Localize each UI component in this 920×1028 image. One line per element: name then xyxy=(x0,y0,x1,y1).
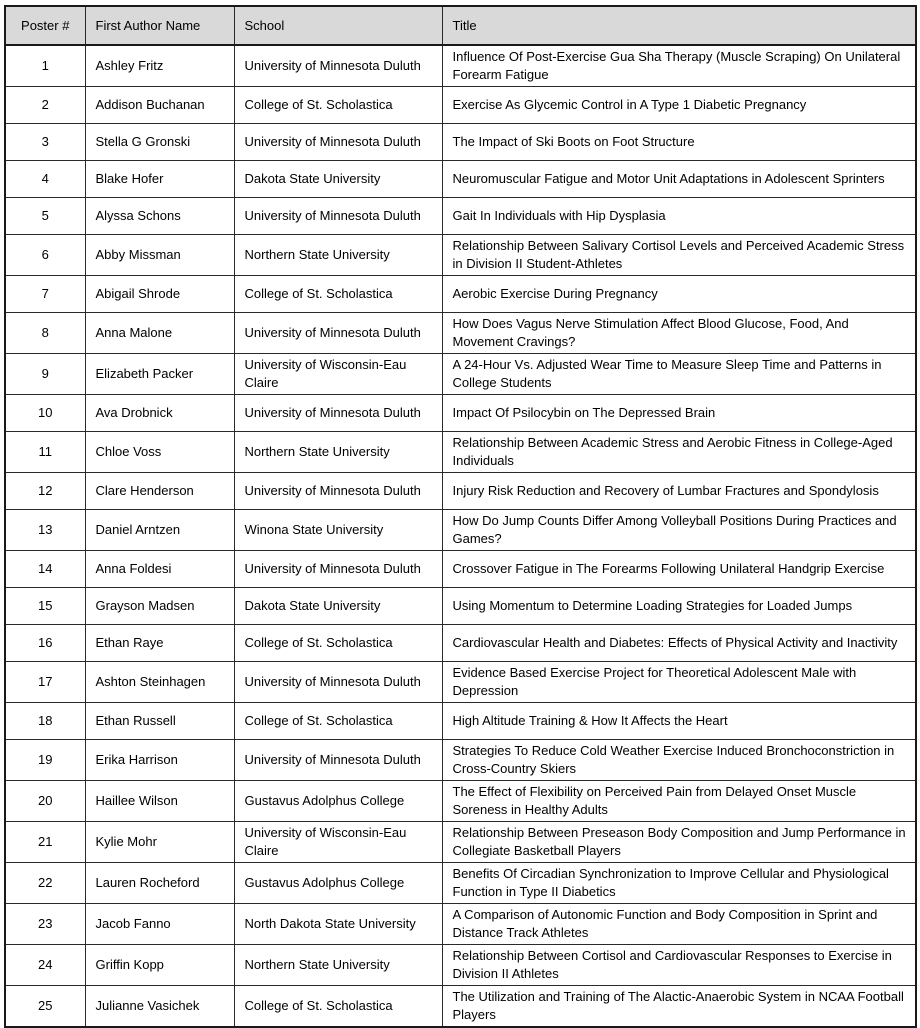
title-cell: The Utilization and Training of The Alactic-Anaerobic System in NCAA Football Players xyxy=(442,986,916,1028)
poster-session-table xyxy=(4,5,917,1028)
school-cell: College of St. Scholastica xyxy=(234,276,442,313)
author-cell: Blake Hofer xyxy=(85,161,234,198)
column-header-poster-number: Poster # xyxy=(5,6,85,45)
author-cell: Ava Drobnick xyxy=(85,395,234,432)
column-header-school: School xyxy=(234,6,442,45)
author-cell: Alyssa Schons xyxy=(85,198,234,235)
school-cell: University of Minnesota Duluth xyxy=(234,662,442,703)
poster-cell: 4 xyxy=(5,161,85,198)
table-header-row xyxy=(5,6,916,45)
author-cell: Kylie Mohr xyxy=(85,822,234,863)
table-row xyxy=(5,395,916,432)
table-row xyxy=(5,662,916,703)
title-cell: Gait In Individuals with Hip Dysplasia xyxy=(442,198,916,235)
table-row xyxy=(5,45,916,87)
title-cell: A 24-Hour Vs. Adjusted Wear Time to Measure Sleep Time and Patterns in College Students xyxy=(442,354,916,395)
school-cell: University of Wisconsin-Eau Claire xyxy=(234,822,442,863)
poster-cell: 10 xyxy=(5,395,85,432)
school-cell: University of Minnesota Duluth xyxy=(234,313,442,354)
table-row xyxy=(5,313,916,354)
table-row xyxy=(5,432,916,473)
school-cell: North Dakota State University xyxy=(234,904,442,945)
author-cell: Griffin Kopp xyxy=(85,945,234,986)
title-cell: Evidence Based Exercise Project for Theoretical Adolescent Male with Depression xyxy=(442,662,916,703)
table-row xyxy=(5,945,916,986)
poster-cell: 23 xyxy=(5,904,85,945)
table-row xyxy=(5,863,916,904)
school-cell: Northern State University xyxy=(234,235,442,276)
school-cell: University of Minnesota Duluth xyxy=(234,551,442,588)
poster-cell: 1 xyxy=(5,45,85,87)
poster-cell: 21 xyxy=(5,822,85,863)
poster-cell: 3 xyxy=(5,124,85,161)
school-cell: Northern State University xyxy=(234,432,442,473)
title-cell: Using Momentum to Determine Loading Strategies for Loaded Jumps xyxy=(442,588,916,625)
poster-cell: 13 xyxy=(5,510,85,551)
poster-cell: 25 xyxy=(5,986,85,1028)
school-cell: University of Minnesota Duluth xyxy=(234,198,442,235)
author-cell: Ashton Steinhagen xyxy=(85,662,234,703)
title-cell: Injury Risk Reduction and Recovery of Lumbar Fractures and Spondylosis xyxy=(442,473,916,510)
poster-cell: 24 xyxy=(5,945,85,986)
author-cell: Erika Harrison xyxy=(85,740,234,781)
author-cell: Abby Missman xyxy=(85,235,234,276)
title-cell: The Impact of Ski Boots on Foot Structure xyxy=(442,124,916,161)
school-cell: College of St. Scholastica xyxy=(234,703,442,740)
table-row xyxy=(5,473,916,510)
title-cell: Crossover Fatigue in The Forearms Following Unilateral Handgrip Exercise xyxy=(442,551,916,588)
title-cell: Relationship Between Academic Stress and Aerobic Fitness in College-Aged Individuals xyxy=(442,432,916,473)
title-cell: Exercise As Glycemic Control in A Type 1 Diabetic Pregnancy xyxy=(442,87,916,124)
table-row xyxy=(5,87,916,124)
school-cell: Dakota State University xyxy=(234,161,442,198)
table-row xyxy=(5,276,916,313)
school-cell: Gustavus Adolphus College xyxy=(234,781,442,822)
school-cell: University of Wisconsin-Eau Claire xyxy=(234,354,442,395)
table-row xyxy=(5,198,916,235)
author-cell: Lauren Rocheford xyxy=(85,863,234,904)
poster-cell: 5 xyxy=(5,198,85,235)
table-row xyxy=(5,740,916,781)
poster-cell: 12 xyxy=(5,473,85,510)
title-cell: Strategies To Reduce Cold Weather Exercise Induced Bronchoconstriction in Cross-Country Skiers xyxy=(442,740,916,781)
author-cell: Abigail Shrode xyxy=(85,276,234,313)
school-cell: University of Minnesota Duluth xyxy=(234,124,442,161)
title-cell: How Does Vagus Nerve Stimulation Affect Blood Glucose, Food, And Movement Cravings? xyxy=(442,313,916,354)
author-cell: Anna Malone xyxy=(85,313,234,354)
author-cell: Elizabeth Packer xyxy=(85,354,234,395)
school-cell: College of St. Scholastica xyxy=(234,87,442,124)
title-cell: Relationship Between Cortisol and Cardiovascular Responses to Exercise in Division II Athletes xyxy=(442,945,916,986)
title-cell: A Comparison of Autonomic Function and Body Composition in Sprint and Distance Track Athletes xyxy=(442,904,916,945)
author-cell: Chloe Voss xyxy=(85,432,234,473)
title-cell: How Do Jump Counts Differ Among Volleyball Positions During Practices and Games? xyxy=(442,510,916,551)
author-cell: Ethan Russell xyxy=(85,703,234,740)
table-row xyxy=(5,235,916,276)
table-row xyxy=(5,986,916,1028)
school-cell: University of Minnesota Duluth xyxy=(234,473,442,510)
poster-cell: 17 xyxy=(5,662,85,703)
poster-cell: 14 xyxy=(5,551,85,588)
school-cell: Northern State University xyxy=(234,945,442,986)
title-cell: Influence Of Post-Exercise Gua Sha Therapy (Muscle Scraping) On Unilateral Forearm Fatigue xyxy=(442,45,916,87)
poster-cell: 9 xyxy=(5,354,85,395)
title-cell: The Effect of Flexibility on Perceived Pain from Delayed Onset Muscle Soreness in Healthy Adults xyxy=(442,781,916,822)
poster-cell: 19 xyxy=(5,740,85,781)
table-row xyxy=(5,588,916,625)
author-cell: Jacob Fanno xyxy=(85,904,234,945)
poster-cell: 15 xyxy=(5,588,85,625)
poster-cell: 6 xyxy=(5,235,85,276)
school-cell: University of Minnesota Duluth xyxy=(234,45,442,87)
author-cell: Ethan Raye xyxy=(85,625,234,662)
title-cell: Cardiovascular Health and Diabetes: Effects of Physical Activity and Inactivity xyxy=(442,625,916,662)
title-cell: Relationship Between Salivary Cortisol Levels and Perceived Academic Stress in Division II Student-Athletes xyxy=(442,235,916,276)
table-row xyxy=(5,510,916,551)
poster-cell: 8 xyxy=(5,313,85,354)
author-cell: Haillee Wilson xyxy=(85,781,234,822)
author-cell: Daniel Arntzen xyxy=(85,510,234,551)
table-row xyxy=(5,781,916,822)
table-row xyxy=(5,161,916,198)
poster-cell: 18 xyxy=(5,703,85,740)
title-cell: High Altitude Training & How It Affects the Heart xyxy=(442,703,916,740)
school-cell: University of Minnesota Duluth xyxy=(234,740,442,781)
school-cell: College of St. Scholastica xyxy=(234,986,442,1028)
poster-cell: 2 xyxy=(5,87,85,124)
table-row xyxy=(5,625,916,662)
school-cell: Dakota State University xyxy=(234,588,442,625)
table-row xyxy=(5,124,916,161)
poster-cell: 20 xyxy=(5,781,85,822)
school-cell: Gustavus Adolphus College xyxy=(234,863,442,904)
author-cell: Stella G Gronski xyxy=(85,124,234,161)
table-body xyxy=(5,45,916,1027)
poster-cell: 16 xyxy=(5,625,85,662)
table-row xyxy=(5,703,916,740)
author-cell: Clare Henderson xyxy=(85,473,234,510)
title-cell: Impact Of Psilocybin on The Depressed Brain xyxy=(442,395,916,432)
table-row xyxy=(5,904,916,945)
poster-cell: 22 xyxy=(5,863,85,904)
school-cell: University of Minnesota Duluth xyxy=(234,395,442,432)
author-cell: Grayson Madsen xyxy=(85,588,234,625)
author-cell: Julianne Vasichek xyxy=(85,986,234,1028)
author-cell: Anna Foldesi xyxy=(85,551,234,588)
column-header-title: Title xyxy=(442,6,916,45)
table-row xyxy=(5,551,916,588)
author-cell: Ashley Fritz xyxy=(85,45,234,87)
author-cell: Addison Buchanan xyxy=(85,87,234,124)
table-row xyxy=(5,354,916,395)
title-cell: Aerobic Exercise During Pregnancy xyxy=(442,276,916,313)
column-header-first-author-name: First Author Name xyxy=(85,6,234,45)
title-cell: Neuromuscular Fatigue and Motor Unit Adaptations in Adolescent Sprinters xyxy=(442,161,916,198)
table-row xyxy=(5,822,916,863)
title-cell: Relationship Between Preseason Body Composition and Jump Performance in Collegiate Basketball Players xyxy=(442,822,916,863)
poster-cell: 11 xyxy=(5,432,85,473)
title-cell: Benefits Of Circadian Synchronization to Improve Cellular and Physiological Function in Type II Diabetics xyxy=(442,863,916,904)
poster-cell: 7 xyxy=(5,276,85,313)
school-cell: Winona State University xyxy=(234,510,442,551)
school-cell: College of St. Scholastica xyxy=(234,625,442,662)
